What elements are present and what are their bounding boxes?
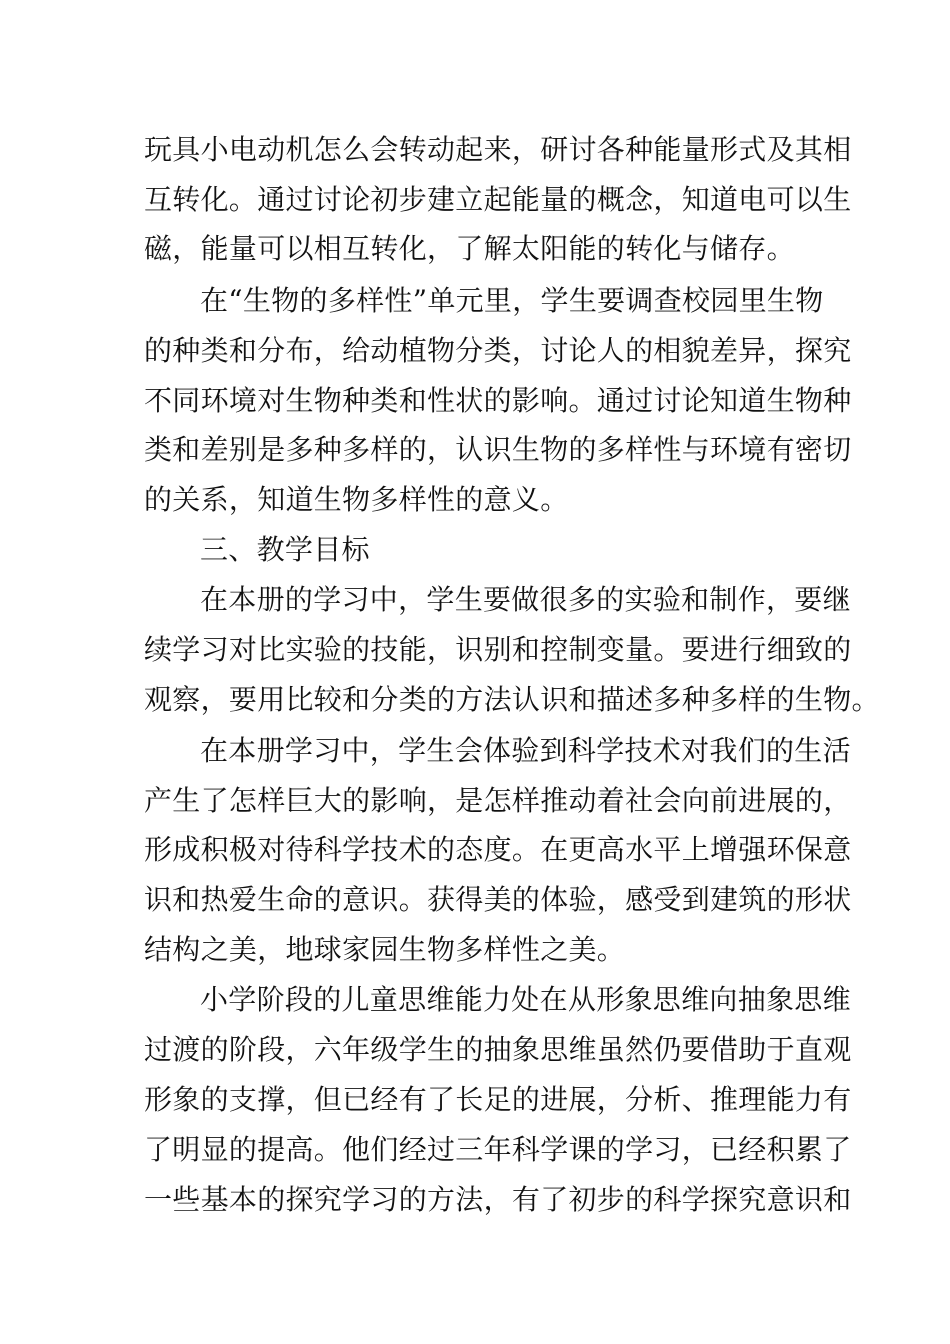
text-line: 类和差别是多种多样的，认识生物的多样性与环境有密切	[144, 433, 852, 466]
text-line: 磁，能量可以相互转化，了解太阳能的转化与储存。	[144, 232, 795, 265]
text-line: 互转化。通过讨论初步建立起能量的概念，知道电可以生	[144, 183, 852, 216]
text-line: 识和热爱生命的意识。获得美的体验，感受到建筑的形状	[144, 883, 852, 916]
text-line: 的种类和分布，给动植物分类，讨论人的相貌差异，探究	[144, 334, 852, 367]
text-line: 观察，要用比较和分类的方法认识和描述多种多样的生物。	[144, 683, 880, 716]
paragraph-start-line: 在本册的学习中，学生要做很多的实验和制作，要继	[200, 583, 851, 616]
paragraph-start-line: 在本册学习中，学生会体验到科学技术对我们的生活	[200, 734, 851, 767]
paragraph-start-line: 在“生物的多样性”单元里，学生要调查校园里生物	[200, 284, 824, 317]
text-line: 的关系，知道生物多样性的意义。	[144, 483, 569, 516]
text-line: 不同环境对生物种类和性状的影响。通过讨论知道生物种	[144, 384, 852, 417]
paragraph-start-line: 小学阶段的儿童思维能力处在从形象思维向抽象思维	[200, 983, 851, 1016]
text-line: 产生了怎样巨大的影响，是怎样推动着社会向前进展的，	[144, 784, 852, 817]
text-line: 了明显的提高。他们经过三年科学课的学习，已经积累了	[144, 1133, 852, 1166]
text-line: 形成积极对待科学技术的态度。在更高水平上增强环保意	[144, 833, 852, 866]
text-line: 续学习对比实验的技能，识别和控制变量。要进行细致的	[144, 633, 852, 666]
section-heading: 三、教学目标	[200, 533, 370, 566]
text-line: 玩具小电动机怎么会转动起来，研讨各种能量形式及其相	[144, 133, 852, 166]
text-line: 过渡的阶段，六年级学生的抽象思维虽然仍要借助于直观	[144, 1033, 852, 1066]
text-line: 结构之美，地球家园生物多样性之美。	[144, 933, 626, 966]
text-line: 一些基本的探究学习的方法，有了初步的科学探究意识和	[144, 1183, 852, 1216]
text-line: 形象的支撑，但已经有了长足的进展，分析、推理能力有	[144, 1083, 852, 1116]
